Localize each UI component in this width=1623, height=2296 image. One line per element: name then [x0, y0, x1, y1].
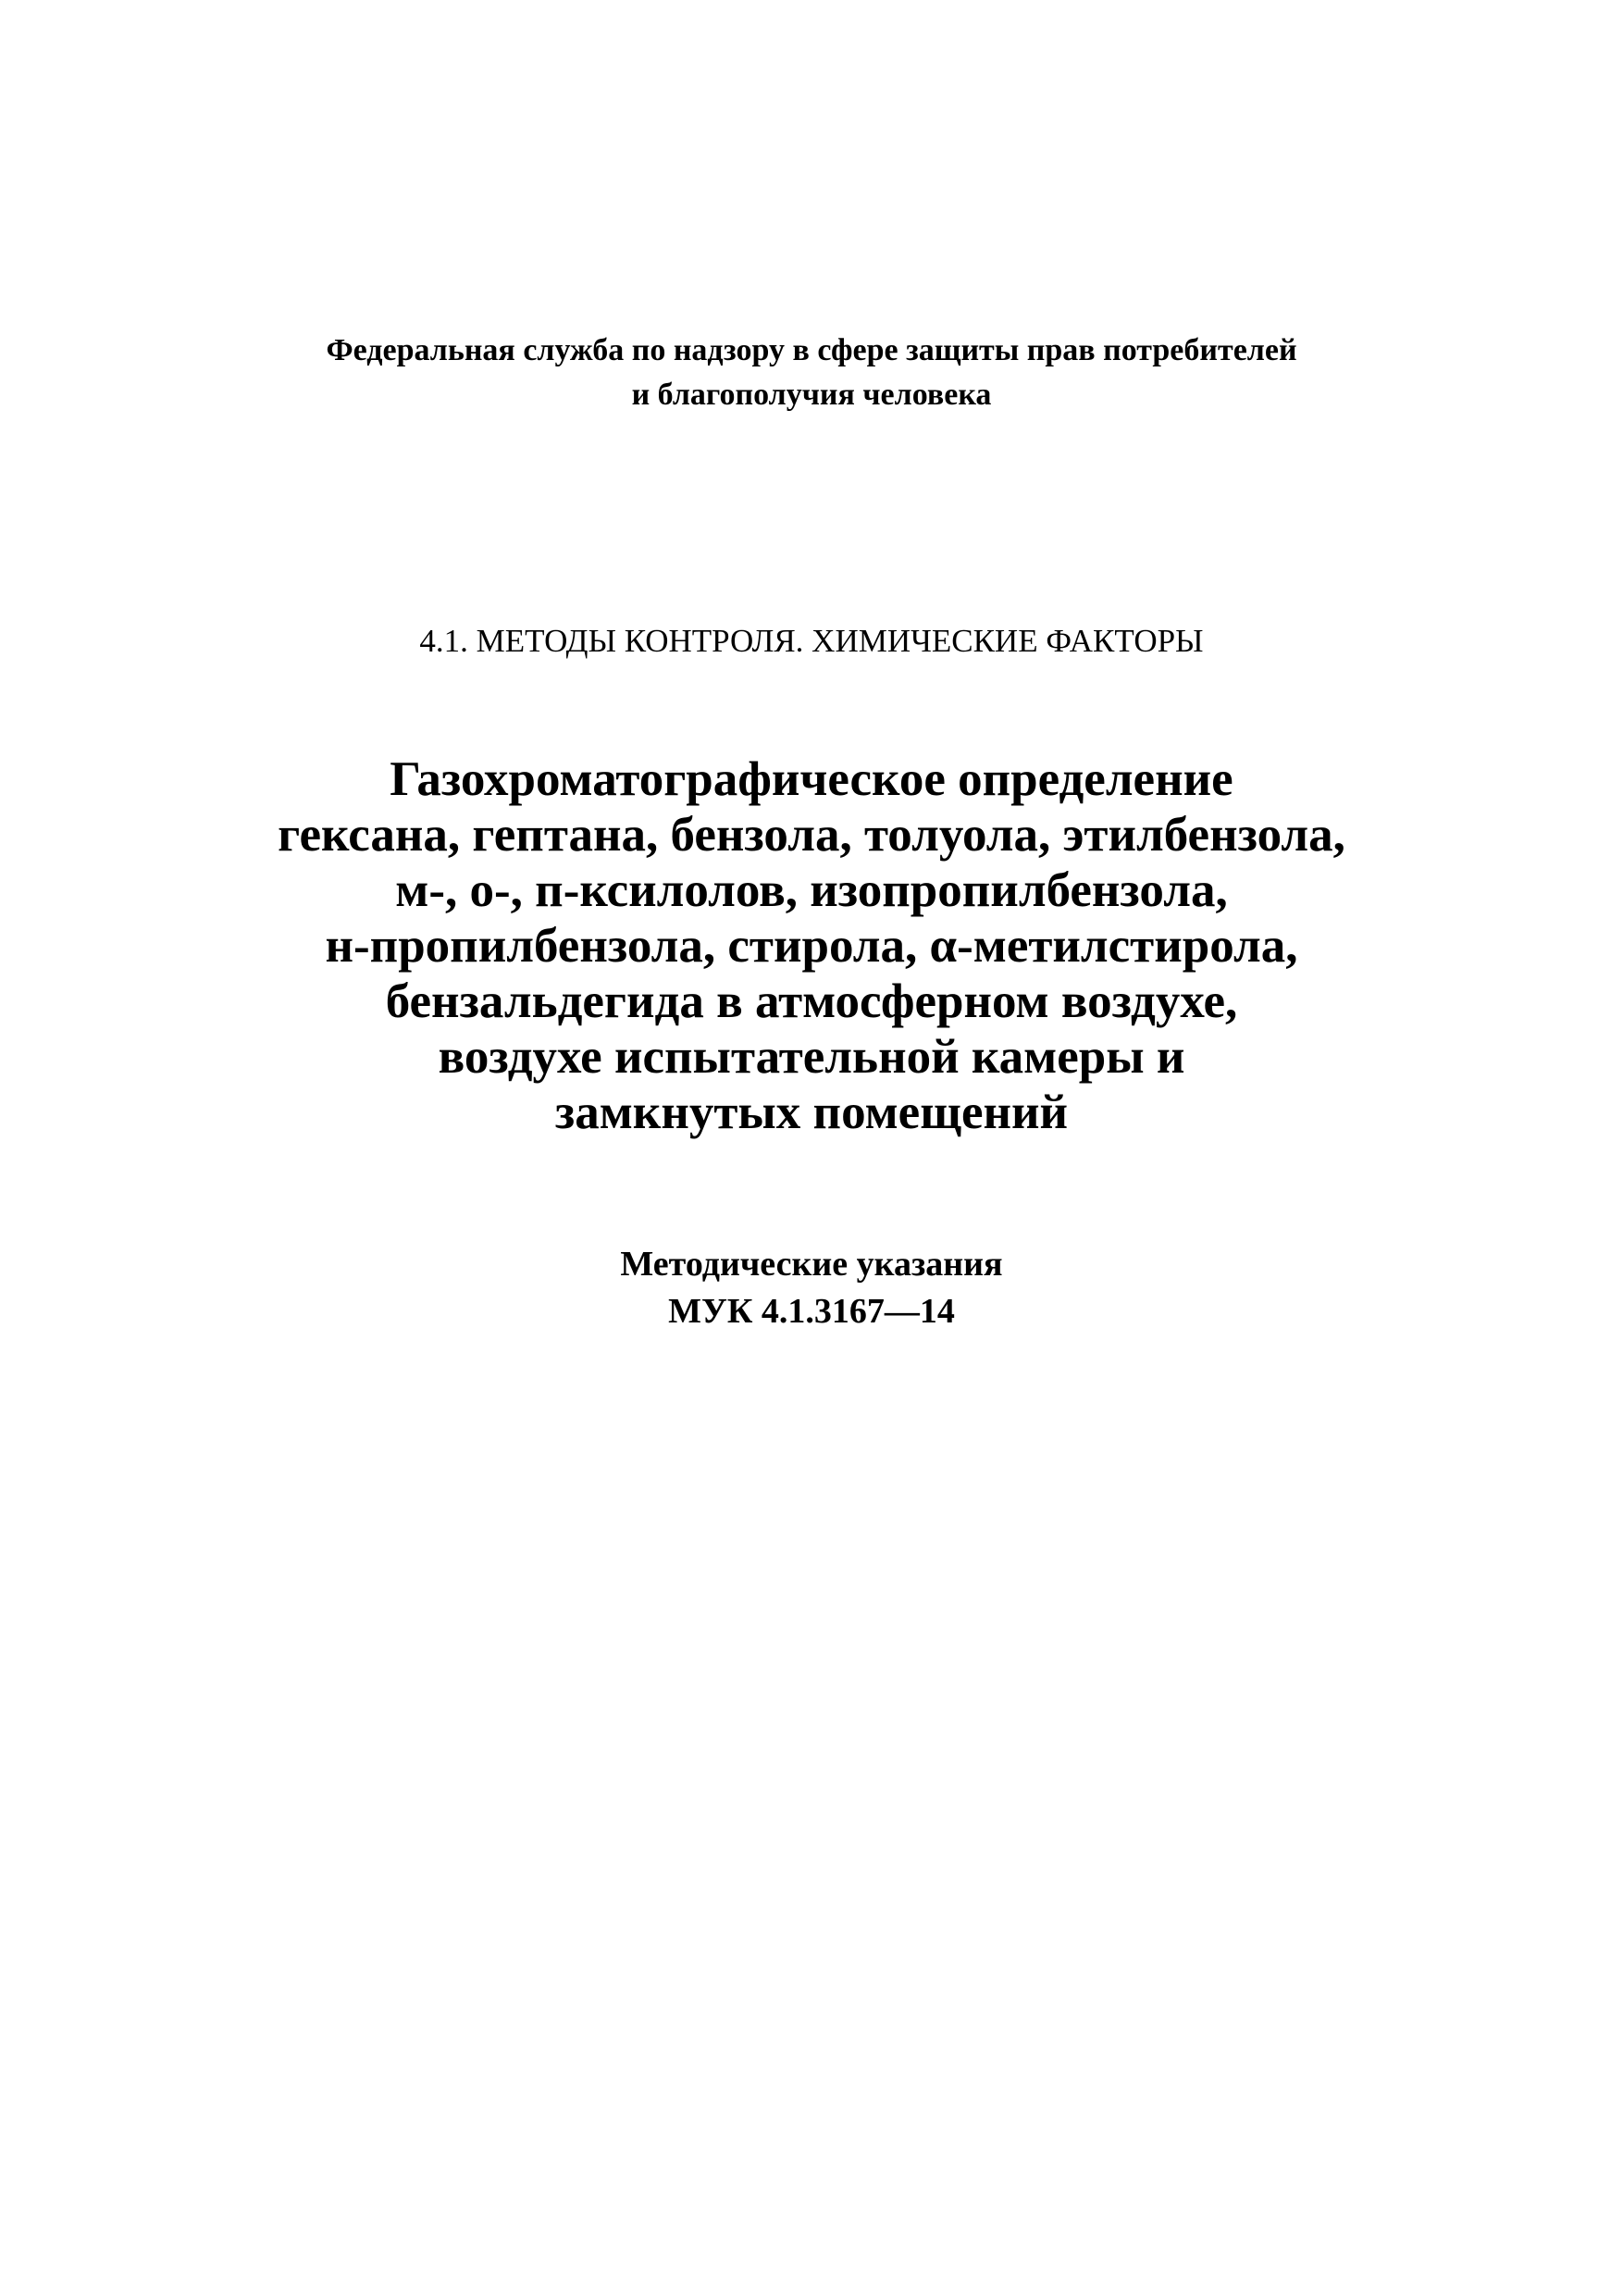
- agency-name-line-1: Федеральная служба по надзору в сфере защиты прав потребителей: [326, 333, 1297, 367]
- section-heading-text: 4.1. МЕТОДЫ КОНТРОЛЯ. ХИМИЧЕСКИЕ ФАКТОРЫ: [419, 623, 1204, 659]
- title-line-5: бензальдегида в атмосферном воздухе,: [385, 974, 1238, 1028]
- title-line-3: м-, о-, п-ксилолов, изопропилбензола,: [395, 863, 1228, 917]
- agency-name: [0, 329, 1623, 417]
- title-line-2: гексана, гептана, бензола, толуола, этилбензола,: [278, 808, 1345, 862]
- title-line-6: воздухе испытательной камеры и: [438, 1030, 1185, 1084]
- title-line-7: замкнутых помещений: [554, 1086, 1069, 1139]
- document-designation: [0, 1241, 1623, 1335]
- agency-name-line-2: и благополучия человека: [631, 378, 992, 412]
- section-heading: [0, 619, 1623, 664]
- title-line-4: н-пропилбензола, стирола, α-метилстирола,: [325, 919, 1298, 973]
- document-number: МУК 4.1.3167—14: [668, 1292, 955, 1331]
- title-line-1: Газохроматографическое определение: [390, 752, 1233, 806]
- document-title: [0, 751, 1623, 1140]
- document-type: Методические указания: [620, 1245, 1003, 1284]
